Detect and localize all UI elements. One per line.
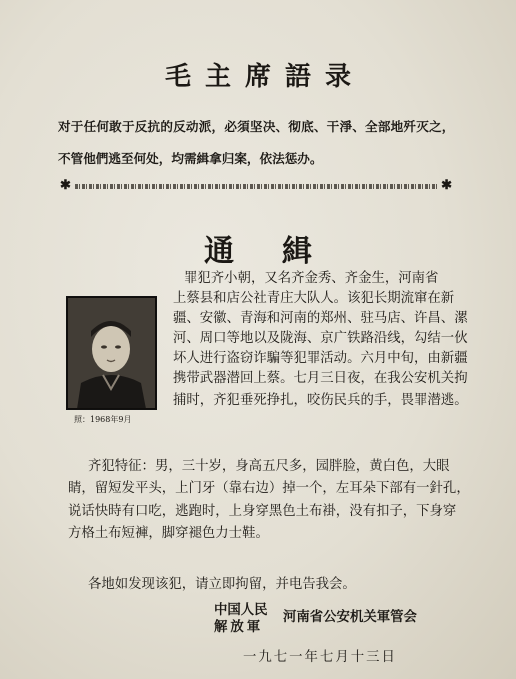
paragraph-1-line: 携带武器潜回上蔡。七月三日夜，在我公安机关拘 [173, 371, 468, 386]
ornamental-divider [60, 180, 452, 192]
portrait-image [67, 297, 156, 409]
paragraph-2-line: 睛，留短发平头，上门牙（靠右边）掉一个，左耳朵下部有一針孔， [68, 481, 470, 496]
quote-line-1: 对于任何敢于反抗的反动派，必須坚决、彻底、干淨、全部地歼灭之， [58, 119, 455, 134]
star-icon: ✱ [60, 178, 71, 193]
signature-date: 一九七一年七月十三日 [243, 650, 397, 665]
paragraph-1-line: 罪犯齐小朝，又名齐金秀、齐金生，河南省 [184, 271, 439, 286]
paragraph-1-line: 捕时，齐犯垂死挣扎，咬伤民兵的手，畏罪潜逃。 [173, 393, 468, 408]
quote-line-2: 不管他們逃至何处，均需緝拿归案，依法惩办。 [58, 151, 323, 166]
star-icon: ✱ [441, 178, 452, 193]
paragraph-1-line: 疆、安徽、青海和河南的郑州、驻马店、许昌、漯 [173, 311, 468, 326]
paragraph-1-line: 河、周口等地以及陇海、京广铁路沿线，勾结一伙 [173, 331, 468, 346]
notice-title: 通緝 [204, 234, 360, 269]
suspect-photo [66, 296, 157, 410]
paragraph-1-line: 上蔡县和店公社青庄大队人。该犯长期流窜在新 [173, 291, 455, 306]
divider-band [75, 184, 437, 189]
photo-caption: 照：1968年9月 [74, 415, 132, 424]
paragraph-2-line: 说话快時有口吃，逃跑时，上身穿黑色土布褂，没有扣子，下身穿 [68, 504, 457, 519]
quote-title: 毛主席語录 [164, 62, 365, 92]
paragraph-1-line: 坏人进行盗窃诈騙等犯罪活动。六月中旬，由新疆 [173, 351, 468, 366]
signature-org-line-3: 河南省公安机关軍管会 [283, 609, 417, 625]
paragraph-3: 各地如发现该犯，请立即拘留，并电告我会。 [88, 577, 356, 592]
paragraph-2-line: 方格土布短褲，脚穿褪色力士鞋。 [68, 526, 269, 541]
signature-org-line-1: 中国人民 [214, 602, 268, 618]
signature-org-line-2: 解放軍 [214, 619, 264, 635]
paragraph-2-line: 齐犯特征：男，三十岁，身高五尺多，园胖脸，黄白色，大眼 [88, 459, 450, 474]
